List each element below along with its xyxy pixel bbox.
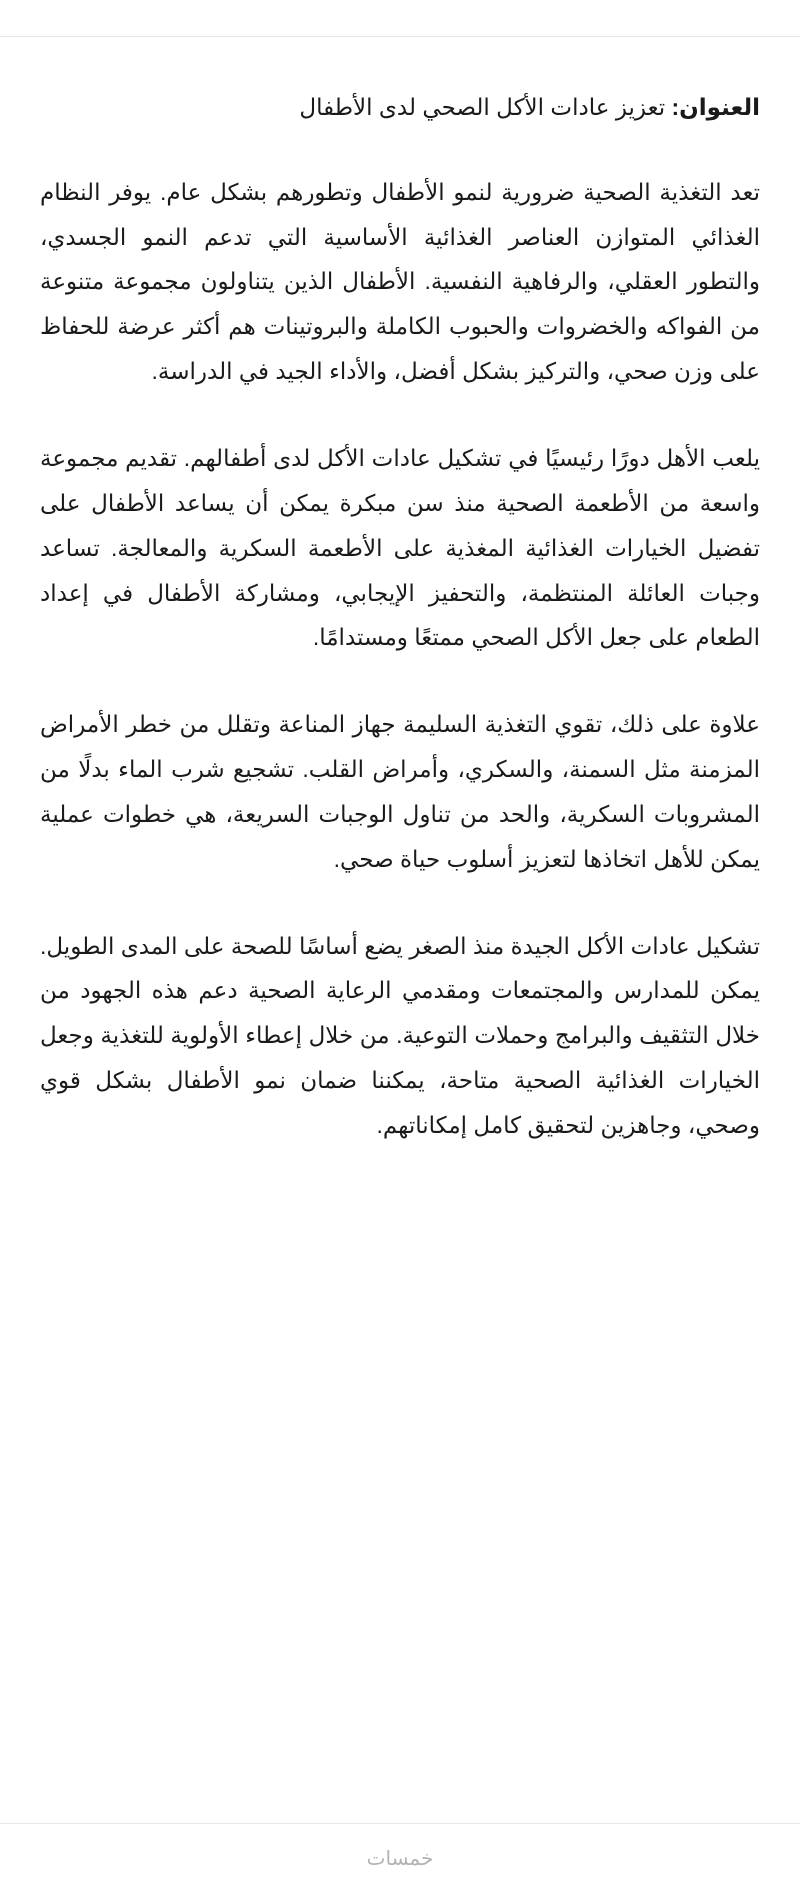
footer-brand-label: خمسات [366, 1848, 434, 1870]
title-text: تعزيز عادات الأكل الصحي لدى الأطفال [299, 94, 672, 120]
paragraph-2: يلعب الأهل دورًا رئيسيًا في تشكيل عادات الأكل لدى أطفالهم. تقديم مجموعة واسعة من الأطعمة الصحية منذ سن مبكرة يمكن أن يساعد الأطفال على تفضيل الخيارات الغذائية المغذية على الأطعمة السكرية والمعالجة. تساعد وجبات العائلة المنتظمة، والتحفيز الإيجابي، ومشاركة الأطفال في إعداد الطعام على جعل الأكل الصحي ممتعًا ومستدامًا. [40, 445, 760, 651]
paragraph-1: تعد التغذية الصحية ضرورية لنمو الأطفال وتطورهم بشكل عام. يوفر النظام الغذائي المتوازن العناصر الغذائية الأساسية التي تدعم النمو الجسدي، والتطور العقلي، والرفاهية النفسية. الأطفال الذين يتناولون مجموعة متنوعة من الفواكه والخضروات والحبوب الكاملة والبروتينات هم أكثر عرضة للحفاظ على وزن صحي، والتركيز بشكل أفضل، والأداء الجيد في الدراسة. [40, 178, 760, 385]
page-footer [0, 1823, 800, 1897]
page-title [40, 89, 760, 126]
title-label: العنوان: [671, 94, 760, 120]
top-divider [0, 0, 800, 37]
paragraph-3: علاوة على ذلك، تقوي التغذية السليمة جهاز المناعة وتقلل من خطر الأمراض المزمنة مثل السمنة، والسكري، وأمراض القلب. تشجيع شرب الماء بدلًا من المشروبات السكرية، والحد من تناول الوجبات السريعة، هي خطوات عملية يمكن للأهل اتخاذها لتعزيز أسلوب حياة صحي. [40, 711, 760, 872]
document-content [0, 37, 800, 1823]
paragraph-4: تشكيل عادات الأكل الجيدة منذ الصغر يضع أساسًا للصحة على المدى الطويل. يمكن للمدارس والمجتمعات ومقدمي الرعاية الصحية دعم هذه الجهود من خلال التثقيف والبرامج وحملات التوعية. من خلال إعطاء الأولوية للتغذية وجعل الخيارات الغذائية الصحية متاحة، يمكننا ضمان نمو الأطفال بشكل قوي وصحي، وجاهزين لتحقيق كامل إمكاناتهم. [40, 932, 760, 1138]
